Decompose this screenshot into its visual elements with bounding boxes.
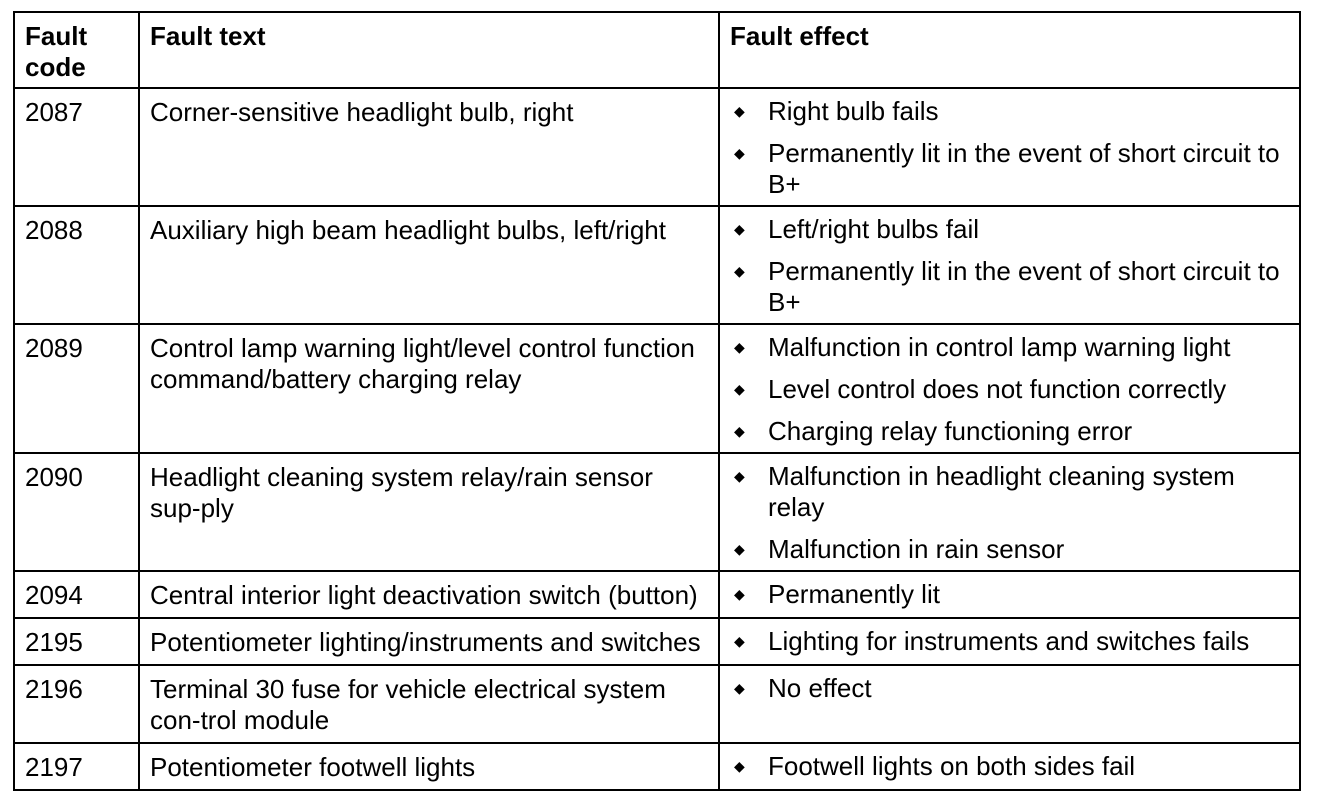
table-row — [14, 743, 1300, 790]
fault-effect-cell — [719, 206, 1300, 324]
fault-effect-item — [730, 461, 1289, 523]
fault-effect-text: Malfunction in headlight cleaning system relay — [768, 461, 1235, 522]
fault-effect-item — [730, 96, 1289, 127]
fault-effect-text: Malfunction in control lamp warning light — [768, 332, 1231, 362]
fault-code-cell: 2089 — [14, 324, 139, 453]
fault-effect-item — [730, 416, 1289, 447]
fault-effect-item — [730, 374, 1289, 405]
fault-effect-text: Lighting for instruments and switches fails — [768, 626, 1250, 656]
fault-effect-list — [730, 214, 1289, 318]
diamond-bullet-icon: ◆ — [734, 145, 745, 161]
fault-effect-list — [730, 579, 1289, 610]
fault-effect-item — [730, 138, 1289, 200]
diamond-bullet-icon: ◆ — [734, 468, 745, 484]
header-fault-code — [14, 12, 139, 88]
table-body — [14, 88, 1300, 790]
fault-effect-text: Charging relay functioning error — [768, 416, 1133, 446]
fault-effect-text: Level control does not function correctly — [768, 374, 1227, 404]
header-fault-text: Fault text — [139, 12, 719, 88]
diamond-bullet-icon: ◆ — [734, 633, 745, 649]
fault-effect-item — [730, 534, 1289, 565]
fault-code-cell: 2087 — [14, 88, 139, 206]
fault-effect-list — [730, 96, 1289, 200]
fault-effect-list — [730, 461, 1289, 565]
diamond-bullet-icon: ◆ — [734, 263, 745, 279]
diamond-bullet-icon: ◆ — [734, 221, 745, 237]
diamond-bullet-icon: ◆ — [734, 423, 745, 439]
diamond-bullet-icon: ◆ — [734, 680, 745, 696]
fault-code-cell: 2197 — [14, 743, 139, 790]
fault-text-cell: Potentiometer footwell lights — [139, 743, 719, 790]
diamond-bullet-icon: ◆ — [734, 586, 745, 602]
diamond-bullet-icon: ◆ — [734, 758, 745, 774]
fault-text-cell: Auxiliary high beam headlight bulbs, left/right — [139, 206, 719, 324]
fault-effect-text: Permanently lit in the event of short circuit to B+ — [768, 138, 1280, 199]
table-row — [14, 206, 1300, 324]
fault-effect-text: Footwell lights on both sides fail — [768, 751, 1136, 781]
fault-code-table — [13, 11, 1301, 791]
fault-text-cell: Headlight cleaning system relay/rain sensor sup-ply — [139, 453, 719, 571]
fault-text-cell: Potentiometer lighting/instruments and switches — [139, 618, 719, 665]
fault-effect-text: Permanently lit — [768, 579, 940, 609]
fault-effect-list — [730, 626, 1289, 657]
fault-effect-text: Right bulb fails — [768, 96, 939, 126]
table-row — [14, 324, 1300, 453]
fault-text-cell: Control lamp warning light/level control function command/battery charging relay — [139, 324, 719, 453]
fault-effect-cell — [719, 324, 1300, 453]
diamond-bullet-icon: ◆ — [734, 381, 745, 397]
fault-effect-cell — [719, 88, 1300, 206]
diamond-bullet-icon: ◆ — [734, 103, 745, 119]
fault-text-cell: Central interior light deactivation switch (button) — [139, 571, 719, 618]
table-header-row — [14, 12, 1300, 88]
fault-effect-item — [730, 751, 1289, 782]
diamond-bullet-icon: ◆ — [734, 541, 745, 557]
fault-effect-text: No effect — [768, 673, 872, 703]
fault-effect-list — [730, 673, 1289, 704]
header-fault-code-line2: code — [25, 52, 86, 82]
fault-effect-text: Permanently lit in the event of short circuit to B+ — [768, 256, 1280, 317]
fault-effect-item — [730, 626, 1289, 657]
fault-effect-text: Left/right bulbs fail — [768, 214, 980, 244]
fault-code-cell: 2195 — [14, 618, 139, 665]
fault-text-cell: Terminal 30 fuse for vehicle electrical system con-trol module — [139, 665, 719, 743]
fault-effect-cell — [719, 618, 1300, 665]
fault-effect-item — [730, 579, 1289, 610]
header-fault-effect: Fault effect — [719, 12, 1300, 88]
table-row — [14, 453, 1300, 571]
fault-effect-text: Malfunction in rain sensor — [768, 534, 1065, 564]
diamond-bullet-icon: ◆ — [734, 339, 745, 355]
fault-effect-item — [730, 256, 1289, 318]
fault-code-cell: 2094 — [14, 571, 139, 618]
fault-text-cell: Corner-sensitive headlight bulb, right — [139, 88, 719, 206]
fault-effect-item — [730, 332, 1289, 363]
fault-effect-item — [730, 214, 1289, 245]
header-fault-code-line1: Fault — [25, 21, 88, 51]
fault-effect-list — [730, 751, 1289, 782]
table-row — [14, 88, 1300, 206]
fault-effect-cell — [719, 743, 1300, 790]
fault-code-document — [13, 11, 1299, 791]
fault-code-cell: 2090 — [14, 453, 139, 571]
fault-effect-item — [730, 673, 1289, 704]
table-row — [14, 571, 1300, 618]
fault-effect-list — [730, 332, 1289, 447]
fault-effect-cell — [719, 453, 1300, 571]
fault-effect-cell — [719, 571, 1300, 618]
fault-effect-cell — [719, 665, 1300, 743]
table-row — [14, 665, 1300, 743]
fault-code-cell: 2088 — [14, 206, 139, 324]
fault-code-cell: 2196 — [14, 665, 139, 743]
table-row — [14, 618, 1300, 665]
